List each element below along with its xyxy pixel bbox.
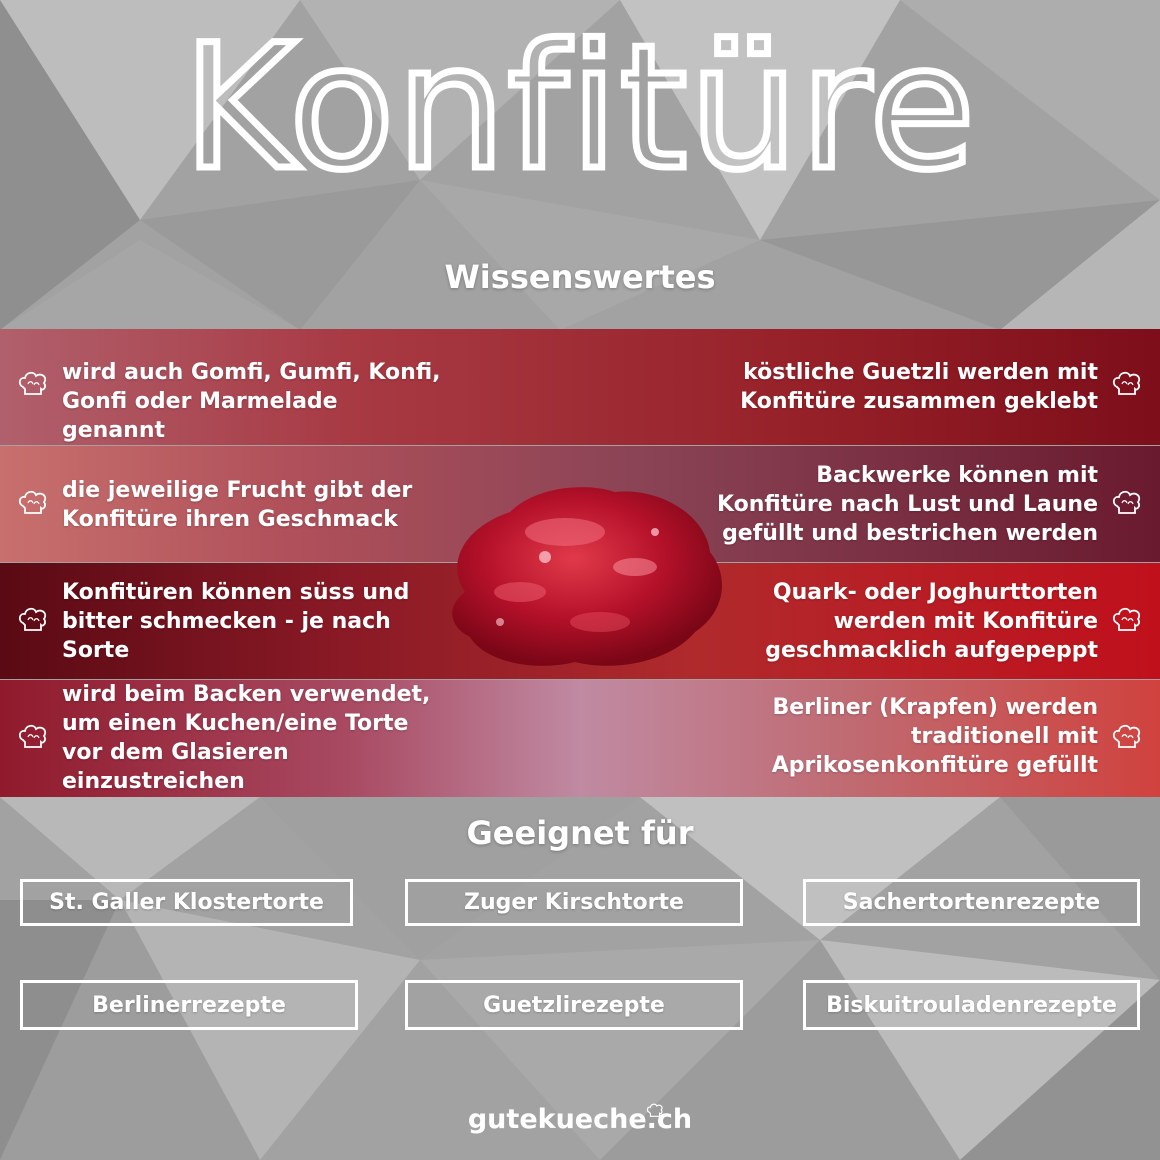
chef-hat-icon <box>17 369 49 397</box>
recipe-link-zuger-kirschtorte[interactable]: Zuger Kirschtorte <box>405 879 743 926</box>
chef-hat-icon <box>17 488 49 516</box>
chef-hat-icon <box>1111 488 1143 516</box>
recipe-link-st-galler-klostertorte[interactable]: St. Galler Klostertorte <box>20 879 353 926</box>
fact-right-4: Berliner (Krapfen) werden traditionell mit Aprikosenkonfitüre gefüllt <box>771 695 1098 778</box>
chef-hat-icon <box>1111 369 1143 397</box>
footer-logo-text[interactable]: gutekueche.ch <box>467 1104 693 1135</box>
fact-left-4: wird beim Backen verwendet, um einen Kuchen/eine Torte vor dem Glasieren einzustreichen <box>62 682 431 794</box>
page-title: Konfitüre <box>182 7 977 208</box>
fact-right-3: Quark- oder Joghurttorten werden mit Konfitüre geschmacklich aufgepeppt <box>765 580 1098 663</box>
fact-left-3: Konfitüren können süss und bitter schmecken - je nach Sorte <box>62 580 410 663</box>
jam-image <box>425 472 740 682</box>
chef-hat-icon <box>645 1102 665 1118</box>
uses-heading: Geeignet für <box>466 814 694 852</box>
fact-left-1: wird auch Gomfi, Gumfi, Konfi, Gonfi oder Marmelade genannt <box>62 360 441 443</box>
fact-right-2: Backwerke können mit Konfitüre nach Lust und Laune gefüllt und bestrichen werden <box>716 463 1098 546</box>
recipe-link-sachertortenrezepte[interactable]: Sachertortenrezepte <box>803 879 1140 926</box>
fact-right-1: köstliche Guetzli werden mit Konfitüre zusammen geklebt <box>740 360 1098 414</box>
chef-hat-icon <box>17 722 49 750</box>
chef-hat-icon <box>1111 722 1143 750</box>
recipe-link-biskuitrouladenrezepte[interactable]: Biskuitrouladenrezepte <box>803 980 1140 1030</box>
recipe-link-berlinerrezepte[interactable]: Berlinerrezepte <box>20 980 358 1030</box>
fact-left-2: die jeweilige Frucht gibt der Konfitüre ihren Geschmack <box>62 478 413 532</box>
facts-heading: Wissenswertes <box>444 258 716 296</box>
chef-hat-icon <box>1111 605 1143 633</box>
recipe-link-guetzlirezepte[interactable]: Guetzlirezepte <box>405 980 743 1030</box>
chef-hat-icon <box>17 605 49 633</box>
